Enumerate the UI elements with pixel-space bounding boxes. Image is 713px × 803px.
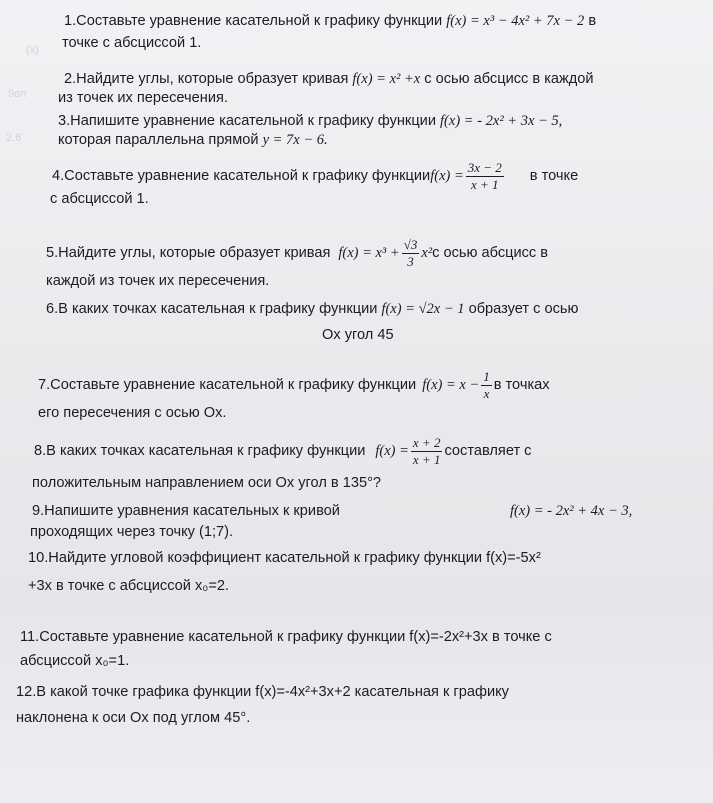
problem-9-text: 9.Напишите уравнения касательных к кривой: [32, 503, 340, 519]
problem-5-line-2: каждой из точек их пересечения.: [46, 273, 270, 289]
problem-4-line-2: с абсциссой 1.: [50, 191, 149, 207]
problem-5-text: 5.Найдите углы, которые образует кривая: [46, 245, 331, 261]
problem-8-text: 8.В каких точках касательная к графику функции: [34, 443, 366, 459]
problem-3-text: 3.Напишите уравнение касательной к графику функции: [58, 113, 441, 129]
problem-5-text-tail: с осью абсцисс в: [432, 245, 549, 261]
problem-6-function: f(x) = √2x − 1: [381, 301, 465, 317]
problem-1-function: f(x) = x³ − 4x² + 7x − 2: [446, 13, 585, 29]
problem-7-fraction: [481, 370, 492, 401]
problem-4-function: f(x) =: [430, 168, 464, 184]
problem-5-function-tail: x²: [421, 245, 433, 261]
problem-12-line-2: наклонена к оси Ox под углом 45°.: [16, 710, 251, 726]
problem-6-text: 6.В каких точках касательная к графику функции: [46, 301, 382, 317]
problem-6-text-tail: образует с осью: [464, 301, 579, 317]
problem-11-line-2: абсциссой x₀=1.: [20, 653, 130, 669]
fraction-denominator: x + 1: [412, 451, 441, 467]
problem-1-line-1: [64, 12, 596, 30]
problem-4-line-1: [52, 159, 579, 192]
problem-9-line-2: проходящих через точку (1;7).: [30, 524, 234, 540]
bleed-through-mark: (x): [26, 44, 39, 56]
problem-1-text: 1.Составьте уравнение касательной к графику функции: [64, 13, 447, 29]
fraction-denominator: x: [483, 385, 490, 401]
problem-8-fraction: [411, 436, 443, 467]
fraction-denominator: x + 1: [471, 176, 499, 192]
problem-1-line-2: точке с абсциссой 1.: [62, 35, 202, 51]
problem-3-text-2: которая параллельна прямой: [58, 132, 263, 148]
problem-7-function: f(x) = x −: [422, 377, 480, 393]
problem-12-line-1: 12.В какой точке графика функции f(x)=-4x²+3x+2 касательная к графику: [16, 684, 509, 700]
problem-8-line-1: [34, 434, 531, 468]
problem-3-line-1: [58, 112, 562, 130]
problem-9-line-1: [32, 502, 340, 520]
problem-7-line-1: [38, 370, 550, 400]
problem-10-line-2: +3x в точке с абсциссой x₀=2.: [28, 578, 230, 594]
bleed-through-mark: 9ол: [8, 88, 27, 100]
problem-2-line-1: [64, 70, 594, 88]
fraction-denominator: 3: [407, 253, 414, 269]
problem-8-text-tail: составляет с: [444, 443, 532, 459]
problem-7-text: 7.Составьте уравнение касательной к графику функции: [38, 377, 417, 393]
problem-6-line-2: Ox угол 45: [322, 327, 394, 343]
fraction-numerator: √3: [403, 236, 418, 252]
problem-3-line-equation: y = 7x − 6.: [262, 132, 328, 148]
problem-2-text-tail: с осью абсцисс в каждой: [420, 71, 594, 87]
problem-5-line-1: [46, 237, 548, 269]
problem-4-text: 4.Составьте уравнение касательной к графику функции: [52, 168, 431, 184]
problem-6-line-1: [46, 300, 578, 318]
fraction-numerator: x + 2: [412, 434, 441, 450]
problem-8-line-2: положительным направлением оси Ox угол в 135°?: [32, 475, 382, 491]
fraction-numerator: 3x − 2: [467, 159, 502, 175]
problem-2-text: 2.Найдите углы, которые образует кривая: [64, 71, 353, 87]
problem-4-fraction: [466, 161, 504, 192]
problem-2-line-2: из точек их пересечения.: [58, 90, 228, 106]
bleed-through-mark: 2.6: [6, 132, 22, 144]
problem-7-line-2: его пересечения с осью Ox.: [38, 405, 227, 421]
fraction-numerator: 1: [483, 368, 490, 384]
problem-10-line-1: 10.Найдите угловой коэффициент касательной к графику функции f(x)=-5x²: [28, 550, 541, 566]
problem-1-text-tail: в: [584, 13, 597, 29]
problem-3-line-2: [58, 131, 328, 149]
problem-9-function: f(x) = - 2x² + 4x − 3,: [510, 503, 633, 519]
problem-5-fraction: [402, 238, 420, 269]
problem-4-text-tail: в точке: [529, 168, 579, 184]
problem-8-function: f(x) =: [375, 443, 409, 459]
problem-11-line-1: 11.Составьте уравнение касательной к графику функции f(x)=-2x²+3x в точке с: [20, 629, 552, 645]
problem-3-function: f(x) = - 2x² + 3x − 5,: [440, 113, 563, 129]
problem-2-function: f(x) = x² +x: [352, 71, 421, 87]
problem-5-function: f(x) = x³ +: [338, 245, 400, 261]
problem-7-text-tail: в точках: [493, 377, 550, 393]
